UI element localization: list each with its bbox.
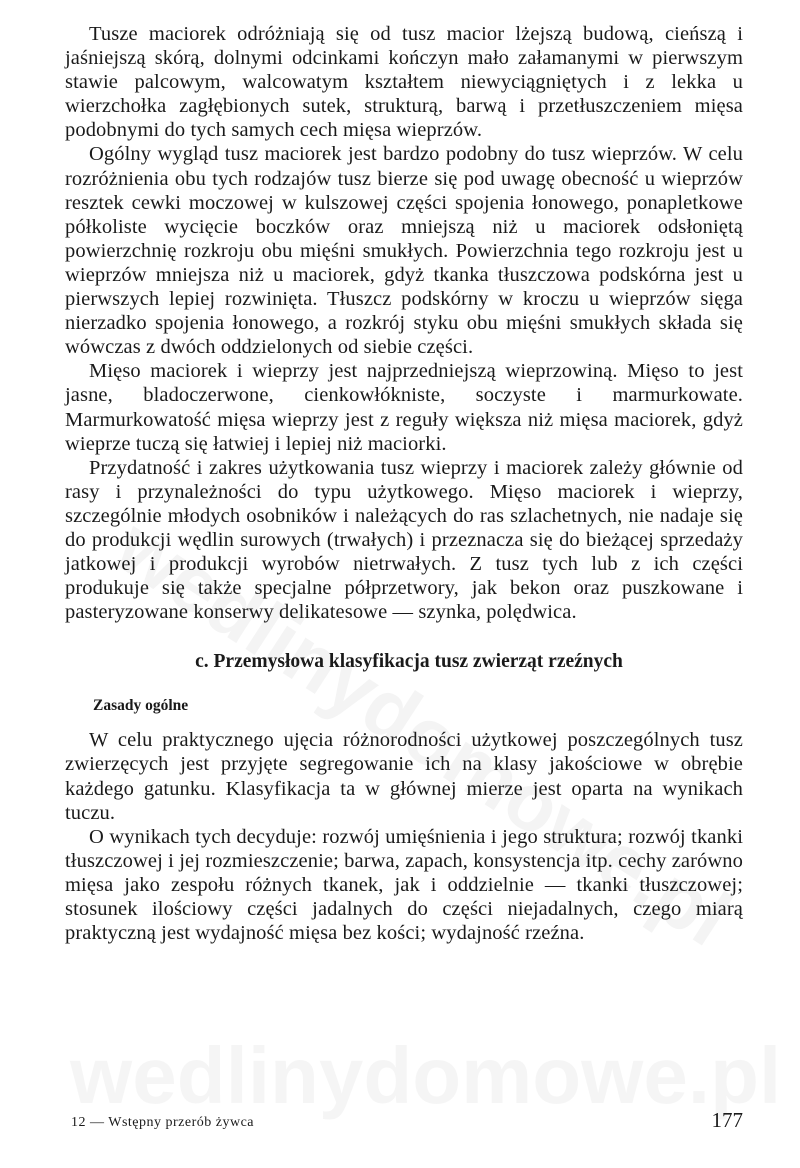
paragraph-1: Tusze maciorek odróżniają się od tusz macior lżejszą budową, cieńszą i jaśniejszą skórą, dolnymi odcinkami kończyn mało załamanymi w pierwszym stawie palcowym, walcowatym kształtem niewyciągniętych i z lekka u wierzchołka zagłębionych sutek, strukturą, barwą i przetłuszczeniem mięsa podobnymi do tych samych cech mięsa wieprzów.	[65, 23, 743, 142]
signature-mark: 12 — Wstępny przerób żywca	[71, 1115, 255, 1130]
page-number: 177	[711, 1108, 743, 1132]
page-body	[65, 22, 743, 945]
paragraph-3: Mięso maciorek i wieprzy jest najprzedniejszą wieprzowiną. Mięso to jest jasne, bladoczerwone, cienkowłókniste, soczyste i marmurkowate. Marmurkowatość mięsa wieprzy jest z reguły większa niż mięsa maciorek, gdyż wieprze tuczą się łatwiej i lepiej niż maciorki.	[65, 360, 743, 455]
section-title: c. Przemysłowa klasyfikacja tusz zwierząt rzeźnych	[195, 651, 623, 673]
paragraph-5: W celu praktycznego ujęcia różnorodności użytkowej poszczególnych tusz zwierzęcych jest przyjęte segregowanie ich na klasy jakościowe w obrębie każdego gatunku. Klasyfikacja ta w głównej mierze jest oparta na wynikach tuczu.	[65, 729, 743, 824]
page-footer	[71, 1108, 743, 1134]
subheading: Zasady ogólne	[93, 697, 189, 715]
paragraph-2: Ogólny wygląd tusz maciorek jest bardzo podobny do tusz wieprzów. W celu rozróżnienia obu tych rodzajów tusz bierze się pod uwagę obecność u wieprzów resztek cewki moczowej w kulszowej części spojenia łonowego, ponapletkowe półkoliste wycięcie boczków oraz mniejszą niż u maciorek odsłoniętą powierzchnię rozkroju obu mięśni smukłych. Powierzchnia tego rozkroju jest u wieprzów mniejsza niż u maciorek, gdyż tkanka tłuszczowa podskórna jest u pierwszych lepiej rozwinięta. Tłuszcz podskórny w kroczu u wieprzów sięga nierzadko spojenia łonowego, a rozkrój styku obu mięśni smukłych składa się wówczas z dwóch oddzielonych od siebie części.	[65, 143, 743, 359]
paragraph-6: O wynikach tych decyduje: rozwój umięśnienia i jego struktura; rozwój tkanki tłuszczowej i jej rozmieszczenie; barwa, zapach, konsystencja itp. cechy zarówno mięsa jako zespołu różnych tkanek, jak i oddzielnie — tkanki tłuszczowej; stosunek ilościowy części jadalnych do części niejadalnych, czego miarą praktyczną jest wydajność mięsa bez kości; wydajność rzeźna.	[65, 825, 743, 945]
paragraph-4: Przydatność i zakres użytkowania tusz wieprzy i maciorek zależy głównie od rasy i przynależności do typu użytkowego. Mięso maciorek i wieprzy, szczególnie młodych osobników i należących do ras szlachetnych, nie nadaje się do produkcji wędlin surowych (trwałych) i przeznacza się do bieżącej sprzedaży jatkowej i produkcji wyrobów nietrwałych. Z tusz tych lub z ich części produkuje się także specjalne półprzetwory, jak bekon oraz puszkowane i pasteryzowane konserwy delikatesowe — szynka, polędwica.	[65, 456, 743, 624]
